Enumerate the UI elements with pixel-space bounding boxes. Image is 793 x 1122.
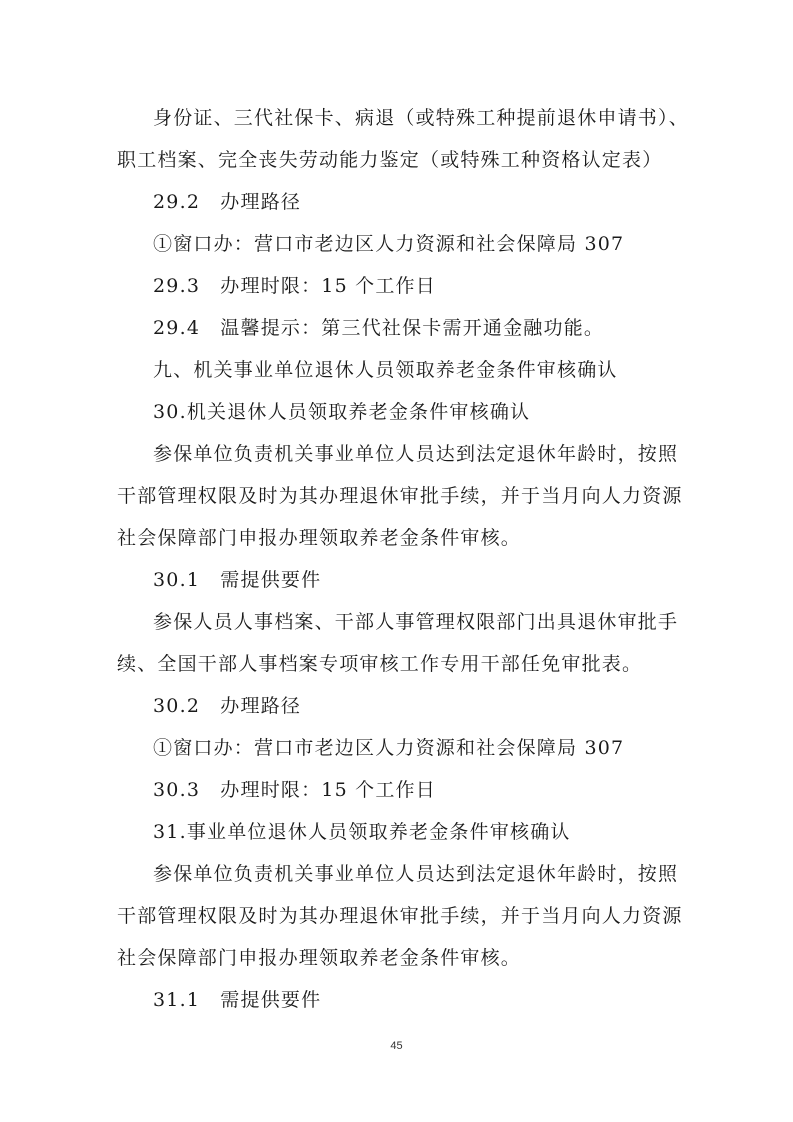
page-number: 45 — [390, 1040, 403, 1052]
body-line: 参保单位负责机关事业单位人员达到法定退休年龄时，按照 — [153, 863, 679, 885]
section-heading: 31.事业单位退休人员领取养老金条件审核确认 — [153, 821, 571, 843]
body-line: 身份证、三代社保卡、病退（或特殊工种提前退休申请书）、 — [153, 107, 689, 129]
body-line: ①窗口办：营口市老边区人力资源和社会保障局 307 — [153, 233, 625, 255]
body-line: 参保单位负责机关事业单位人员达到法定退休年龄时，按照 — [153, 443, 679, 465]
section-heading: 30.2 办理路径 — [153, 695, 302, 717]
body-line: 干部管理权限及时为其办理退休审批手续，并于当月向人力资源 — [117, 485, 683, 507]
body-line: 社会保障部门申报办理领取养老金条件审核。 — [117, 947, 522, 969]
section-heading: 30.机关退休人员领取养老金条件审核确认 — [153, 401, 531, 423]
section-heading: 29.4 温馨提示：第三代社保卡需开通金融功能。 — [153, 317, 605, 339]
body-line: 参保人员人事档案、干部人事管理权限部门出具退休审批手 — [153, 611, 679, 633]
section-heading: 30.3 办理时限：15 个工作日 — [153, 779, 436, 801]
body-line: 干部管理权限及时为其办理退休审批手续，并于当月向人力资源 — [117, 905, 683, 927]
body-line: ①窗口办：营口市老边区人力资源和社会保障局 307 — [153, 737, 625, 759]
body-line: 职工档案、完全丧失劳动能力鉴定（或特殊工种资格认定表） — [117, 149, 663, 171]
section-heading: 29.2 办理路径 — [153, 191, 302, 213]
body-line: 续、全国干部人事档案专项审核工作专用干部任免审批表。 — [117, 653, 643, 675]
section-heading: 31.1 需提供要件 — [153, 989, 322, 1011]
section-heading: 29.3 办理时限：15 个工作日 — [153, 275, 436, 297]
section-heading: 30.1 需提供要件 — [153, 569, 322, 591]
chapter-heading: 九、机关事业单位退休人员领取养老金条件审核确认 — [153, 359, 618, 381]
body-line: 社会保障部门申报办理领取养老金条件审核。 — [117, 527, 522, 549]
